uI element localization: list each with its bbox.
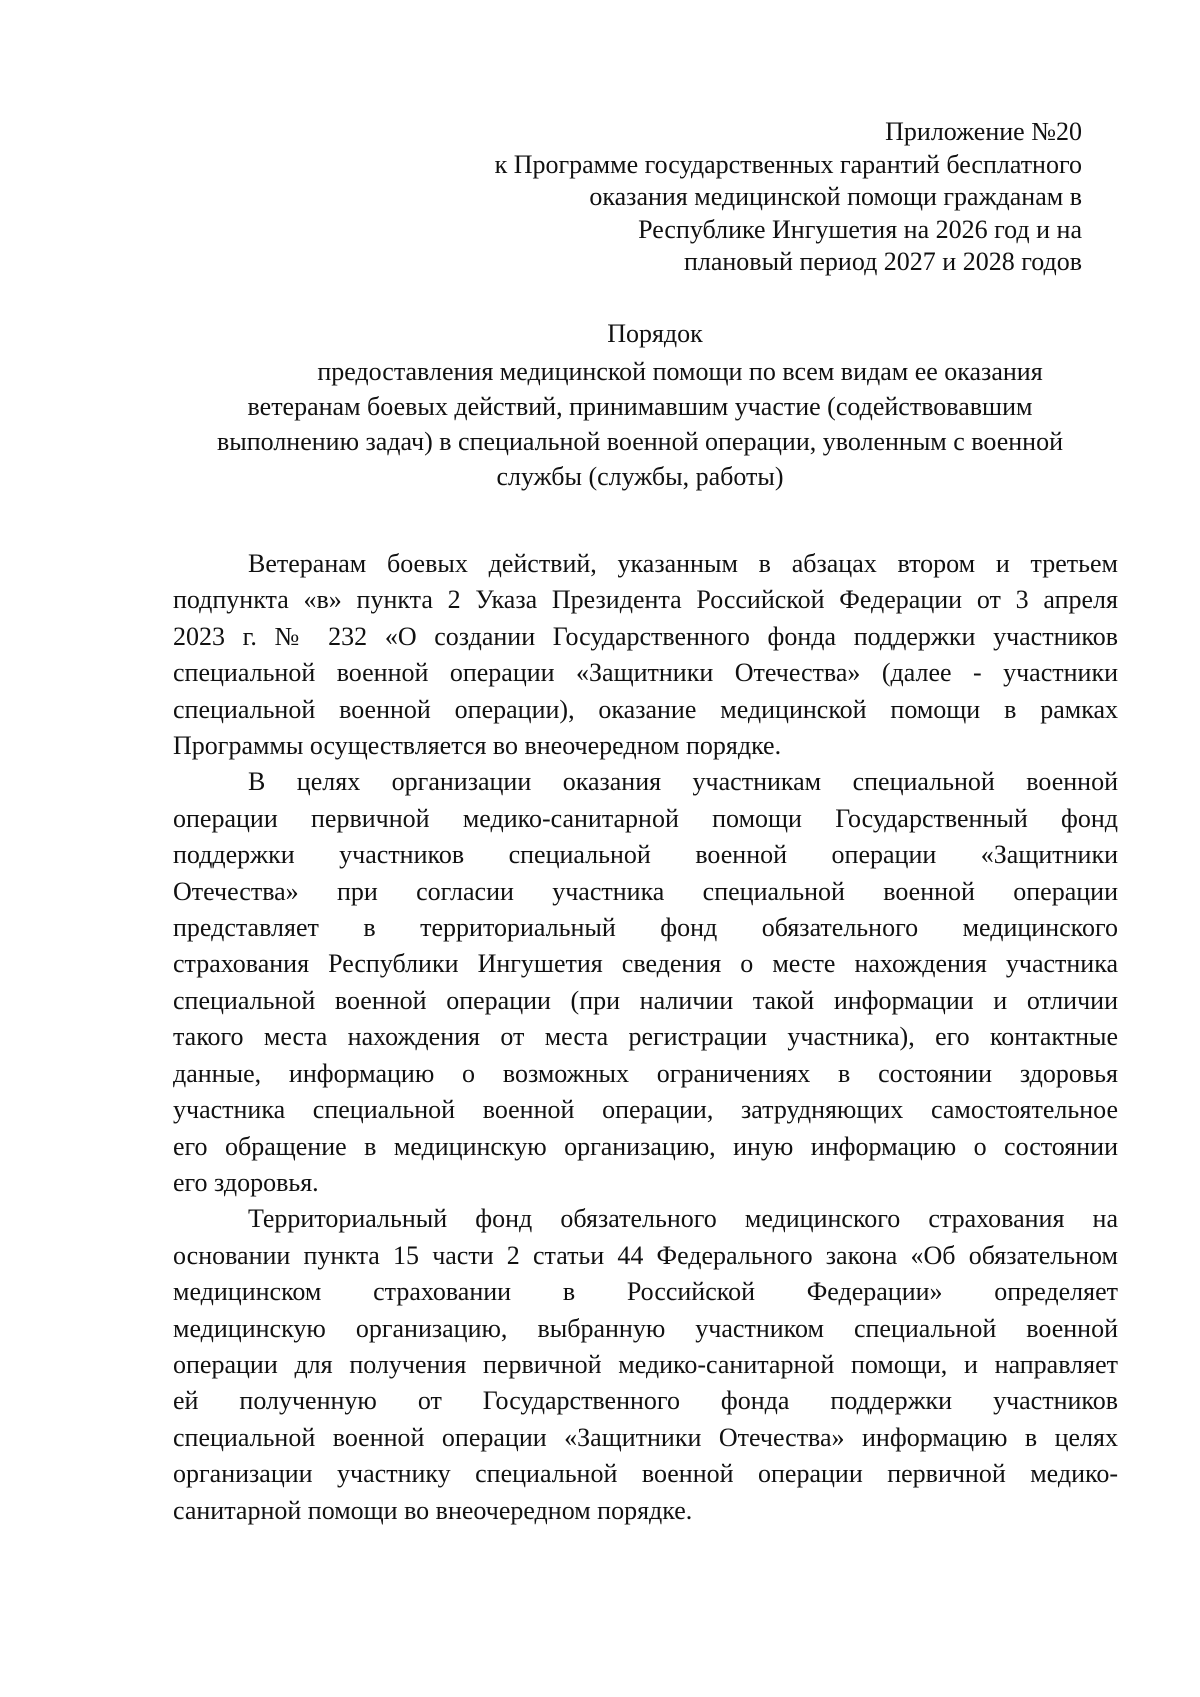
text-line: 2023 г. № 232 «О создании Государственного фонда поддержки участников [173, 621, 1118, 651]
appendix-reference-line: плановый период 2027 и 2028 годов [683, 247, 1082, 276]
text-line: медицинском страховании в Российской Федерации» определяет [173, 1277, 1118, 1307]
text-line: специальной военной операции «Защитники Отечества» информацию в целях [173, 1422, 1118, 1452]
text-line: Отечества» при согласии участника специальной военной операции [173, 876, 1118, 906]
text-line: операции для получения первичной медико-санитарной помощи, и направляет [173, 1349, 1118, 1379]
text-line: Ветеранам боевых действий, указанным в абзацах втором и третьем [248, 549, 1118, 578]
title-line: предоставления медицинской помощи по всем видам ее оказания [317, 357, 1043, 386]
text-line: санитарной помощи во внеочередном порядке. [173, 1495, 693, 1525]
text-line: страхования Республики Ингушетия сведения о месте нахождения участника [173, 949, 1118, 979]
text-line: специальной военной операции (при наличии такой информации и отличии [173, 985, 1118, 1015]
text-line: медицинскую организацию, выбранную участником специальной военной [173, 1313, 1118, 1343]
text-line: основании пункта 15 части 2 статьи 44 Федерального закона «Об обязательном [173, 1240, 1118, 1270]
text-line: подпункта «в» пункта 2 Указа Президента Российской Федерации от 3 апреля [173, 585, 1118, 615]
text-line: его обращение в медицинскую организацию, иную информацию о состоянии [173, 1131, 1118, 1161]
text-line: специальной военной операции «Защитники Отечества» (далее - участники [173, 658, 1118, 688]
paragraph-1 [173, 546, 1118, 764]
text-line: данные, информацию о возможных ограничениях в состоянии здоровья [173, 1058, 1118, 1088]
text-line: участника специальной военной операции, затрудняющих самостоятельное [173, 1095, 1118, 1125]
document-body [173, 546, 1118, 1529]
title-line: выполнению задач) в специальной военной операции, уволенным с военной [217, 427, 1063, 456]
document-title [170, 316, 1110, 494]
text-line: специальной военной операции), оказание медицинской помощи в рамках [173, 694, 1118, 724]
text-line: операции первичной медико-санитарной помощи Государственный фонд [173, 803, 1118, 833]
paragraph-3 [173, 1201, 1118, 1529]
text-line: В целях организации оказания участникам специальной военной [248, 767, 1118, 797]
appendix-number: Приложение №20 [885, 117, 1082, 146]
title-line: ветеранам боевых действий, принимавшим участие (содействовавшим [247, 392, 1033, 421]
text-line: Программы осуществляется во внеочередном порядке. [173, 731, 782, 761]
text-line: представляет в территориальный фонд обязательного медицинского [173, 913, 1118, 943]
title-line: службы (службы, работы) [496, 462, 784, 491]
appendix-reference-line: Республике Ингушетия на 2026 год и на [638, 214, 1082, 244]
text-line: ей полученную от Государственного фонда поддержки участников [173, 1386, 1118, 1416]
text-line: Территориальный фонд обязательного медицинского страхования на [248, 1204, 1118, 1234]
appendix-reference-line: к Программе государственных гарантий бесплатного [494, 149, 1082, 179]
text-line: его здоровья. [173, 1167, 319, 1197]
appendix-header [495, 116, 1082, 279]
text-line: такого места нахождения от места регистрации участника), его контактные [173, 1022, 1118, 1052]
appendix-reference-line: оказания медицинской помощи гражданам в [589, 182, 1082, 211]
paragraph-2 [173, 764, 1118, 1201]
title-heading: Порядок [607, 319, 703, 348]
text-line: поддержки участников специальной военной операции «Защитники [173, 840, 1118, 870]
text-line: организации участнику специальной военной операции первичной медико- [173, 1459, 1118, 1489]
